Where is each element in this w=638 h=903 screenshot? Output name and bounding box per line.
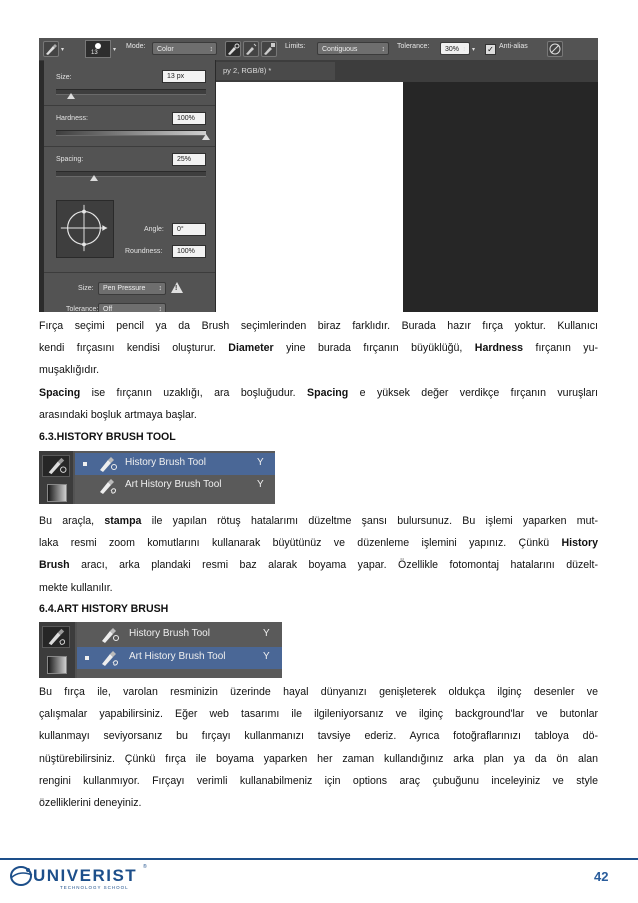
chevron-down-icon[interactable]: ▾: [472, 47, 476, 53]
spacing-slider[interactable]: [56, 171, 206, 177]
brush-options-screenshot: [39, 38, 598, 312]
term-spacing: Spacing: [307, 386, 349, 399]
warning-icon-mark: !: [175, 285, 178, 292]
footer-rule: [0, 858, 638, 860]
spacing-slider-thumb[interactable]: [90, 175, 98, 181]
registered-mark: ®: [143, 864, 147, 870]
gradient-icon: [47, 484, 67, 502]
tool-preset-arrow-icon[interactable]: ▾: [61, 47, 65, 53]
text-line: çalışmalar yapabilirsiniz. Eğer web tasarımı ile ilgileniyorsanız ve ilginç background'lar ve butonlar: [39, 708, 598, 721]
pressure-size-icon[interactable]: [547, 41, 563, 57]
flyout-item-label: Art History Brush Tool: [129, 651, 226, 662]
sample-continuous-icon[interactable]: [225, 41, 241, 57]
section-heading-history-brush: 6.3.HISTORY BRUSH TOOL: [39, 431, 176, 443]
document-tab[interactable]: py 2, RGB/8) *: [215, 62, 335, 80]
spacing-label: Spacing:: [56, 156, 84, 163]
gradient-icon: [47, 656, 67, 674]
limits-label: Limits:: [285, 43, 306, 50]
toolbar-column: [39, 451, 73, 504]
pasteboard: [403, 82, 598, 312]
divider: [44, 105, 215, 106]
chevron-down-icon[interactable]: ▾: [113, 47, 117, 53]
page-number: 42: [594, 869, 609, 884]
text-run: kendi fırçasını kendisi oluşturur.: [39, 342, 229, 355]
tool-flyout-menu: [77, 622, 282, 678]
art-history-brush-tool-button[interactable]: [42, 626, 70, 648]
art-history-brush-icon: [43, 627, 69, 647]
text-line: özelliklerini deneyiniz.: [39, 797, 142, 810]
gradient-tool-button[interactable]: [42, 653, 70, 675]
paragraph-art-history-brush: [39, 681, 598, 814]
term-spacing: Spacing: [39, 386, 81, 399]
flyout-item-label: History Brush Tool: [125, 457, 206, 468]
size-label: Size:: [56, 74, 72, 81]
roundness-field[interactable]: 100%: [172, 245, 206, 258]
brush-preset-picker[interactable]: [85, 40, 111, 58]
flyout-item-art-history-brush[interactable]: [75, 475, 275, 497]
flyout-item-shortcut: Y: [263, 651, 270, 662]
term-hardness: Hardness: [474, 342, 524, 355]
text-line: rengini kullanmıyor. Fırçayı verimli kullanabilmeniz için options araç çubuğunu inceleyiniz ve style: [39, 774, 598, 787]
univerist-logo: [8, 862, 168, 892]
brush-picker-panel: [44, 60, 216, 312]
size-slider-thumb[interactable]: [67, 93, 75, 99]
text-line: Bu fırça ile, varolan resminizin üzerinde hayal dünyanızı genişleterek oldukça ilginç desenler ve: [39, 686, 598, 698]
options-bar: [39, 38, 598, 61]
mode-label: Mode:: [126, 43, 146, 50]
text-line: [39, 337, 598, 359]
brush-angle-dial[interactable]: [56, 200, 114, 258]
angle-field[interactable]: 0°: [172, 223, 206, 236]
hardness-slider-thumb[interactable]: [202, 134, 210, 140]
hardness-label: Hardness:: [56, 115, 88, 122]
document-canvas[interactable]: [215, 82, 403, 312]
pen-tolerance-label: Tolerance:: [66, 306, 99, 312]
text-line: [39, 554, 598, 576]
paragraph-history-brush: [39, 510, 598, 599]
roundness-label: Roundness:: [125, 248, 163, 255]
gradient-tool-button[interactable]: [42, 481, 70, 503]
term-brush: Brush: [39, 559, 70, 572]
size-field[interactable]: 13 px: [162, 70, 206, 83]
flyout-item-shortcut: Y: [257, 479, 264, 490]
anti-alias-label: Anti-alias: [499, 43, 528, 50]
hardness-slider[interactable]: [56, 130, 206, 136]
pen-tolerance-select[interactable]: Off ↕: [98, 303, 166, 312]
divider: [44, 272, 215, 273]
text-run: Bu araçla,: [39, 515, 105, 527]
text-run: yine burada fırçanın büyüklüğü,: [273, 342, 475, 355]
flyout-item-history-brush[interactable]: [77, 624, 282, 646]
limits-select[interactable]: Contiguous ↕: [317, 42, 389, 55]
selected-bullet-icon: [83, 462, 87, 466]
text-line: [39, 510, 598, 532]
angle-label: Angle:: [144, 226, 164, 233]
sample-background-icon[interactable]: [261, 41, 277, 57]
brush-tool-icon[interactable]: [43, 41, 59, 57]
tool-flyout-menu: [75, 451, 275, 504]
logo-text: UNIVERIST: [33, 866, 138, 885]
hardness-field[interactable]: 100%: [172, 112, 206, 125]
art-history-brush-icon: [99, 649, 121, 667]
art-history-brush-flyout-screenshot: [39, 622, 282, 678]
text-run: ise fırçanın uzaklığı, ara boşluğudur.: [80, 386, 308, 399]
selected-bullet-icon: [85, 656, 89, 660]
text-line: muşaklığıdır.: [39, 364, 100, 377]
history-brush-flyout-screenshot: [39, 451, 275, 504]
paragraph-brush-intro: [39, 315, 598, 426]
text-line: nüştürebilirsiniz. Çünkü fırça ile boyama yaparken her zaman kullandığınız arka plan ya da ön alan: [39, 752, 598, 765]
logo-subtext: TECHNOLOGY SCHOOL: [60, 885, 129, 890]
text-run: ile yapılan rötuş hatalarımı düzeltme şansı bulursunuz. Bu işlemi yaparken mut-: [141, 515, 598, 527]
flyout-item-shortcut: Y: [263, 628, 270, 639]
anti-alias-checkbox[interactable]: ✓: [485, 44, 496, 55]
history-brush-icon: [99, 626, 121, 644]
tolerance-field[interactable]: 30% ↕: [440, 42, 470, 55]
spacing-field[interactable]: 25%: [172, 153, 206, 166]
art-history-brush-icon: [97, 477, 119, 495]
sample-once-icon[interactable]: [243, 41, 259, 57]
section-heading-art-history-brush: 6.4.ART HISTORY BRUSH: [39, 603, 169, 615]
divider: [44, 146, 215, 147]
brush-tip-icon: [95, 43, 101, 49]
history-brush-icon: [97, 455, 119, 473]
term-stampa: stampa: [104, 515, 142, 527]
pen-size-select[interactable]: Pen Pressure ↕: [98, 282, 166, 295]
text-line: arasındaki boşluk artmaya başlar.: [39, 408, 197, 421]
text-run: aracı, arka plandaki resmi baz alarak boyama yapar. Özellikle fotomontaj hatalarını düzelt-: [69, 559, 598, 572]
toolbar-column: [39, 622, 75, 678]
flyout-item-art-history-brush[interactable]: [77, 647, 282, 669]
size-slider[interactable]: [56, 89, 206, 95]
text-line: mekte kullanılır.: [39, 581, 113, 594]
flyout-item-label: History Brush Tool: [129, 628, 210, 639]
text-line: [39, 382, 598, 404]
pen-size-label: Size:: [78, 285, 94, 292]
tolerance-label: Tolerance:: [397, 43, 430, 50]
term-history: History: [561, 537, 598, 550]
history-brush-icon: [43, 456, 69, 476]
text-line: [39, 532, 598, 554]
text-line: kullanmayı seviyorsanız bu fırçayı kullanmanızı tavsiye ederiz. Ayrıca fotoğraflarınızı tabloya dö-: [39, 730, 598, 743]
univerist-logo-icon: [8, 862, 168, 892]
flyout-item-history-brush[interactable]: [75, 453, 275, 475]
brush-size-readout: 13: [91, 50, 98, 56]
text-run: e yüksek değer verdikçe fırçanın vuruşları: [348, 386, 599, 399]
text-line: Fırça seçimi pencil ya da Brush seçimlerinden biraz farklıdır. Burada hazır fırça yoktur. Kullanıcı: [39, 320, 598, 332]
flyout-item-label: Art History Brush Tool: [125, 479, 222, 490]
text-run: laka resmi zoom komutlarını kullanarak büyütünüz ve düzenleme işlemini yapınız. Çünkü: [39, 537, 562, 550]
text-run: fırçanın yu-: [523, 342, 599, 355]
brush-angle-icon: [57, 201, 111, 255]
flyout-item-shortcut: Y: [257, 457, 264, 468]
history-brush-tool-button[interactable]: [42, 455, 70, 477]
mode-select[interactable]: Color ↕: [152, 42, 217, 55]
term-diameter: Diameter: [228, 342, 274, 355]
